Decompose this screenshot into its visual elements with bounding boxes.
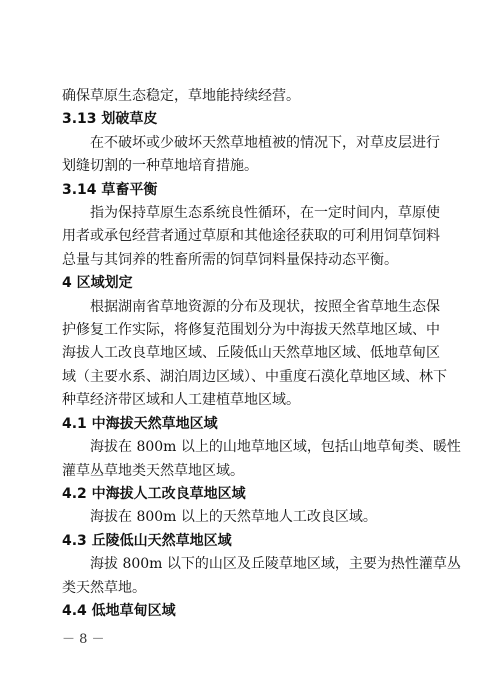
paragraph-line: 确保草原生态稳定，草地能持续经营。 [62, 88, 300, 104]
paragraph-line: 护修复工作实际，将修复范围划分为中海拔天然草地区域、中 [62, 322, 440, 339]
paragraph-line: 类天然草地。 [62, 579, 146, 596]
section-heading: 3.14 草畜平衡 [62, 181, 158, 198]
section-heading: 4.3 丘陵低山天然草地区域 [62, 532, 232, 549]
section-heading: 4.2 中海拔人工改良草地区域 [62, 485, 246, 502]
section-heading: 4.4 低地草甸区域 [62, 602, 176, 619]
paragraph-line: 灌草丛草地类天然草地区域。 [62, 462, 244, 479]
paragraph-line: 在不破坏或少破坏天然草地植被的情况下，对草皮层进行 [90, 134, 440, 151]
paragraph-line: 域（主要水系、湖泊周边区域）、中重度石漠化草地区域、林下 [62, 368, 447, 385]
paragraph-line: 海拔在 800m 以上的天然草地人工改良区域。 [90, 509, 377, 526]
section-heading: 3.13 划破草皮 [62, 111, 158, 128]
document-body [62, 85, 461, 623]
paragraph-line: 根据湖南省草地资源的分布及现状，按照全省草地生态保 [90, 298, 440, 315]
paragraph-line: 总量与其饲养的牲畜所需的饲草饲料量保持动态平衡。 [62, 251, 398, 268]
paragraph-line: 海拔人工改良草地区域、丘陵低山天然草地区域、低地草甸区 [62, 345, 440, 362]
paragraph-line: 海拔在 800m 以上的山地草地区域，包括山地草甸类、暖性 [90, 439, 461, 456]
section-heading: 4.1 中海拔天然草地区域 [62, 415, 218, 432]
paragraph-line: 划缝切割的一种草地培育措施。 [62, 158, 258, 175]
paragraph-line: 种草经济带区域和人工建植草地区域。 [62, 392, 300, 409]
section-heading: 4 区域划定 [62, 275, 133, 292]
paragraph-line: 用者或承包经营者通过草原和其他途径获取的可利用饲草饲料 [62, 228, 440, 245]
paragraph-line: 海拔 800m 以下的山区及丘陵草地区域，主要为热性灌草丛 [90, 556, 461, 573]
paragraph-line: 指为保持草原生态系统良性循环，在一定时间内，草原使 [90, 205, 440, 222]
page-number: － 8 － [62, 632, 105, 647]
